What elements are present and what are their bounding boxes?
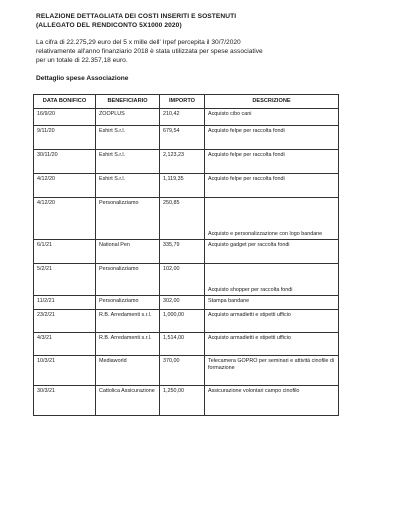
cell-amount: 302,00 [160,296,205,310]
table-row [34,386,339,416]
cell-amount: 102,00 [160,264,205,296]
intro-line-3: per un totale di 22.357,18 euro. [36,57,128,64]
table-row [34,333,339,356]
cell-date: 23/2/21 [34,310,96,333]
cell-description: Acquisto felpe per raccolta fondi [205,150,339,174]
table-row [34,356,339,386]
table-row [34,126,339,150]
header-amount: IMPORTO [160,95,205,109]
cell-beneficiary: Mediaworld [96,356,160,386]
table-header-row [34,95,339,109]
cell-beneficiary: Personalizziamo [96,198,160,240]
cell-description: Stampa bandane [205,296,339,310]
cell-date: 4/12/20 [34,198,96,240]
table-row [34,264,339,296]
table-row [34,150,339,174]
cell-amount: 370,00 [160,356,205,386]
cell-amount: 1,514,00 [160,333,205,356]
cell-amount: 1,000,00 [160,310,205,333]
section-title: Dettaglio spese Associazione [36,75,129,82]
cell-description: Acquisto shopper per raccolta fondi [205,264,339,296]
cell-date: 9/11/20 [34,126,96,150]
table-row [34,310,339,333]
table-row [34,296,339,310]
cell-description: Telecamera GOPRO per seminari e attività cinofile di formazione [205,356,339,386]
header-date: DATA BONIFICO [34,95,96,109]
header-beneficiary: BENEFICIARIO [96,95,160,109]
cell-amount: 1,119,35 [160,174,205,198]
cell-beneficiary: National Pen [96,240,160,264]
table-row [34,198,339,240]
table-row [34,174,339,198]
table-row [34,240,339,264]
cell-description: Acquisto felpe per raccolta fondi [205,126,339,150]
cell-beneficiary: Personalizziamo [96,296,160,310]
cell-beneficiary: Eshirt S.r.l. [96,150,160,174]
document-title [36,12,376,30]
table-row [34,109,339,126]
cell-description: Acquisto felpe per raccolta fondi [205,174,339,198]
cell-date: 16/9/20 [34,109,96,126]
intro-line-1: La cifra di 22.275,29 euro del 5 x mille dell' Irpef percepita il 30/7/2020 [36,39,241,46]
cell-beneficiary: ZOOPLUS [96,109,160,126]
cell-date: 30/11/20 [34,150,96,174]
cell-beneficiary: Cattolica Assicurazione [96,386,160,416]
cell-amount: 2,123,23 [160,150,205,174]
cell-date: 4/12/20 [34,174,96,198]
cell-date: 11/2/21 [34,296,96,310]
cell-description: Acquisto armadietti e stipetti ufficio [205,310,339,333]
cell-description: Assicurazione volontari campo cinofilo [205,386,339,416]
cell-amount: 1,250,00 [160,386,205,416]
cell-beneficiary: Eshirt S.r.l. [96,174,160,198]
cell-beneficiary: Eshirt S.r.l. [96,126,160,150]
cell-beneficiary: Personalizziamo [96,264,160,296]
cell-description: Acquisto gadget per raccolta fondi [205,240,339,264]
cell-amount: 250,85 [160,198,205,240]
intro-line-2: relativamente all'anno finanziario 2018 è stata utilizzata per spese associative [36,48,263,55]
cell-description: Acquisto cibo cani [205,109,339,126]
cell-date: 4/3/21 [34,333,96,356]
cell-date: 30/3/21 [34,386,96,416]
title-line-2: (ALLEGATO DEL RENDICONTO 5X1000 2020) [36,22,182,29]
cell-description: Acquisto e personalizzazione con logo bandane [205,198,339,240]
expenses-table [33,94,339,416]
cell-amount: 335,79 [160,240,205,264]
cell-beneficiary: R.B. Arredamenti s.r.l. [96,310,160,333]
cell-description: Acquisto armadietti e stipetti ufficio [205,333,339,356]
cell-amount: 210,42 [160,109,205,126]
cell-date: 10/3/21 [34,356,96,386]
header-description: DESCRIZIONE [205,95,339,109]
cell-beneficiary: R.B. Arredamenti s.r.l. [96,333,160,356]
cell-date: 6/1/21 [34,240,96,264]
intro-paragraph [36,38,336,65]
cell-date: 5/2/21 [34,264,96,296]
title-line-1: RELAZIONE DETTAGLIATA DEI COSTI INSERITI E SOSTENUTI [36,13,237,20]
cell-amount: 679,54 [160,126,205,150]
